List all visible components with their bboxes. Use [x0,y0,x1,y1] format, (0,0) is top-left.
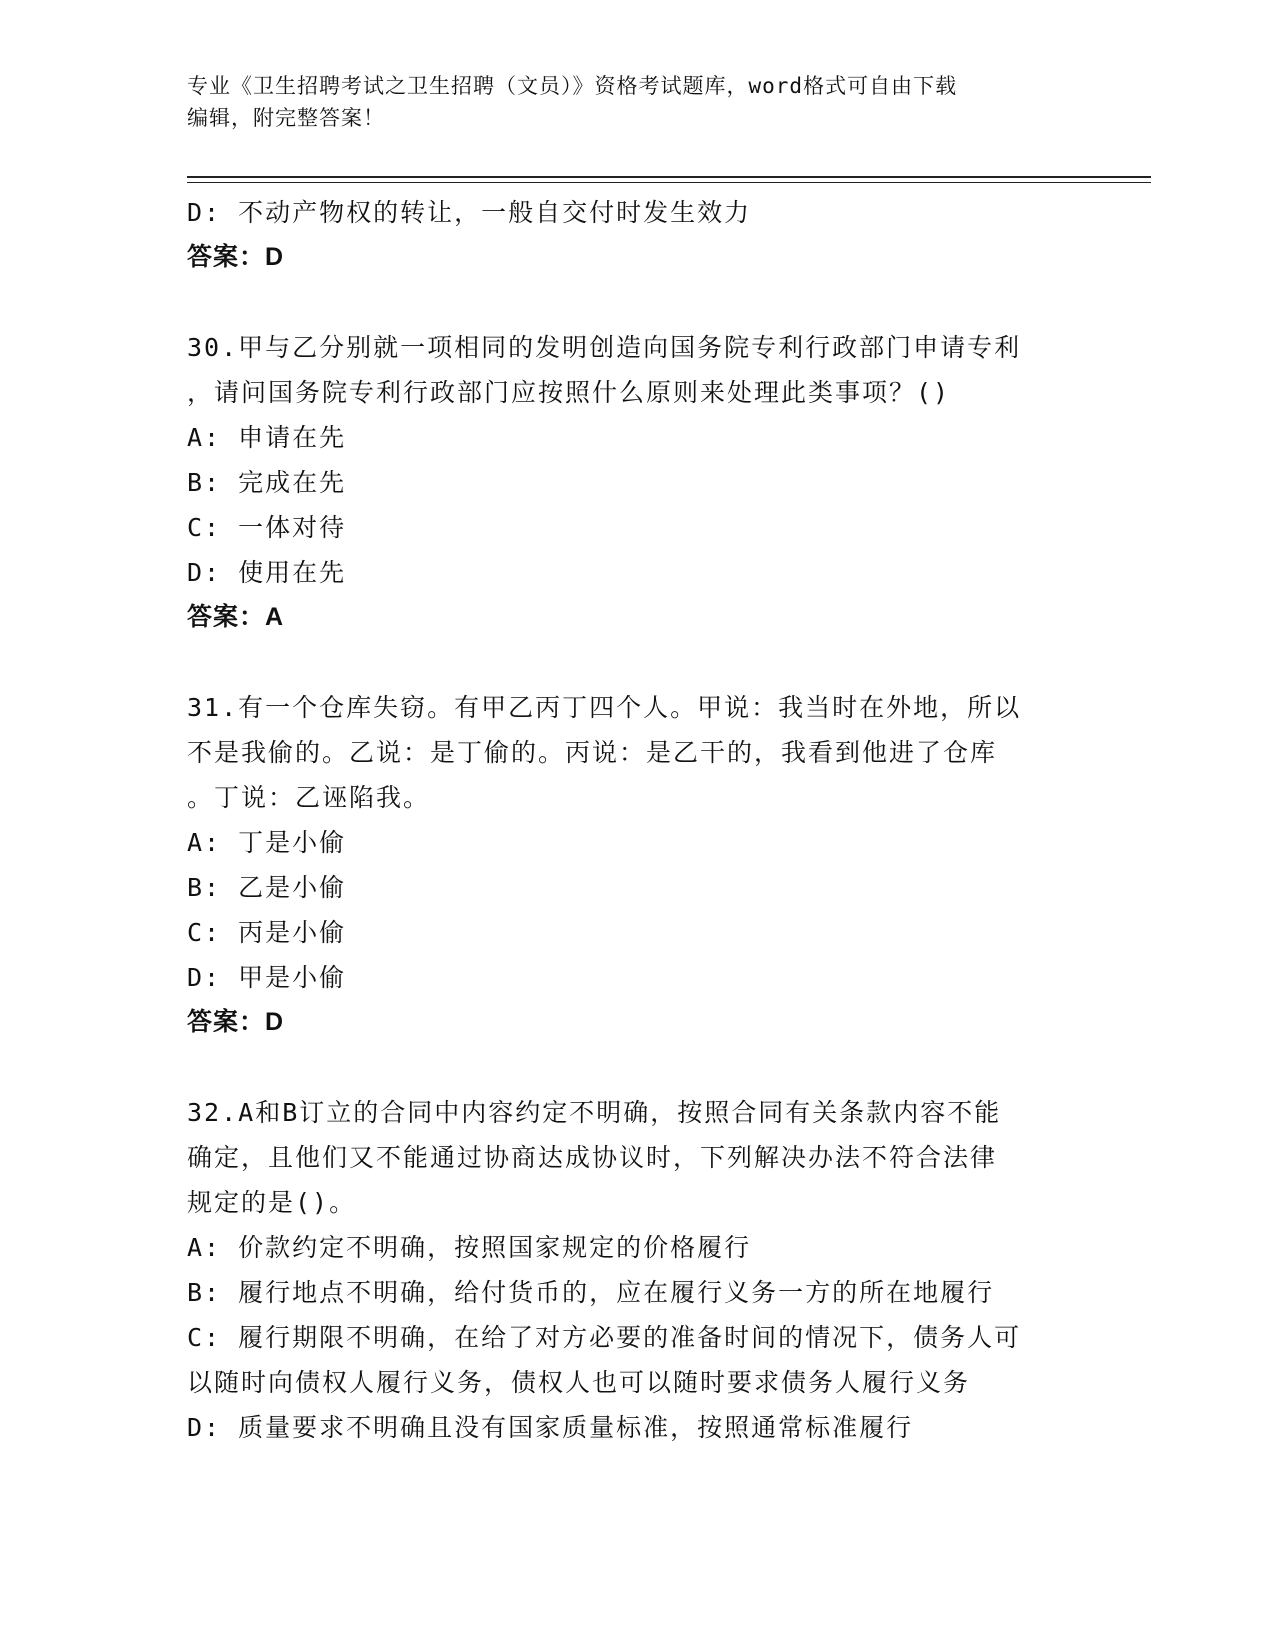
question-text: 30.甲与乙分别就一项相同的发明创造向国务院专利行政部门申请专利 [187,333,1022,362]
option-d: D: 质量要求不明确且没有国家质量标准，按照通常标准履行 [187,1413,914,1442]
option-c-continued: 以随时向债权人履行义务，债权人也可以随时要求债务人履行义务 [187,1368,971,1397]
question-text: 确定，且他们又不能通过协商达成协议时，下列解决办法不符合法律 [187,1143,998,1172]
question-text: 32.A和B订立的合同中内容约定不明确，按照合同有关条款内容不能 [187,1098,1002,1127]
option-a: A: 丁是小偷 [187,828,347,857]
question-text: ，请问国务院专利行政部门应按照什么原则来处理此类事项？() [187,378,951,407]
answer-label: 答案：D [187,243,285,271]
spacer [187,1045,1077,1090]
question-text: 。丁说：乙诬陷我。 [187,783,431,812]
option-b: B: 乙是小偷 [187,873,347,902]
question-32 [187,1090,1077,1450]
option-d: D: 不动产物权的转让，一般自交付时发生效力 [187,198,752,227]
option-b: B: 完成在先 [187,468,347,497]
option-c: C: 丙是小偷 [187,918,347,947]
question-29-tail [187,190,1077,280]
option-d: D: 甲是小偷 [187,963,347,992]
question-text: 规定的是()。 [187,1188,357,1217]
option-c: C: 一体对待 [187,513,347,542]
question-text: 31.有一个仓库失窃。有甲乙丙丁四个人。甲说：我当时在外地，所以 [187,693,1022,722]
header-line-2: 编辑，附完整答案！ [187,106,385,130]
option-a: A: 价款约定不明确，按照国家规定的价格履行 [187,1233,752,1262]
option-d: D: 使用在先 [187,558,347,587]
option-b: B: 履行地点不明确，给付货币的，应在履行义务一方的所在地履行 [187,1278,995,1307]
spacer [187,640,1077,685]
answer-label: 答案：A [187,603,285,631]
header-divider-thin [187,182,1151,183]
answer-label: 答案：D [187,1008,285,1036]
document-header [187,70,1067,134]
question-list [187,190,1077,1450]
option-a: A: 申请在先 [187,423,347,452]
option-c: C: 履行期限不明确，在给了对方必要的准备时间的情况下，债务人可 [187,1323,1022,1352]
question-30 [187,325,1077,640]
question-31 [187,685,1077,1045]
header-line-1: 专业《卫生招聘考试之卫生招聘（文员）》资格考试题库，word格式可自由下载 [187,74,958,98]
spacer [187,280,1077,325]
header-divider-thick [187,176,1151,178]
question-text: 不是我偷的。乙说：是丁偷的。丙说：是乙干的，我看到他进了仓库 [187,738,998,767]
